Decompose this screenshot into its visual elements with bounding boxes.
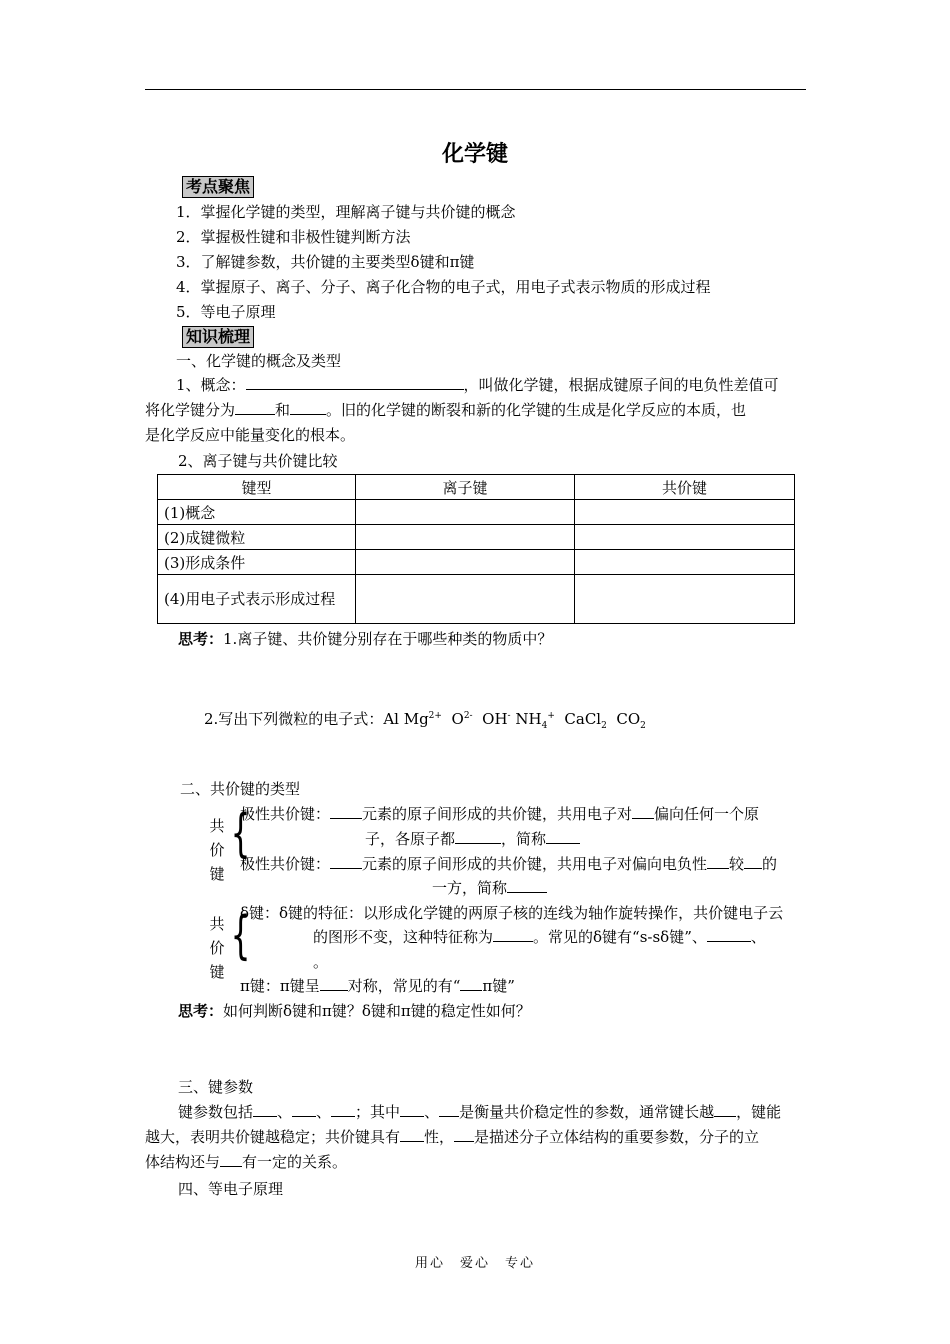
compare-heading: 2、离子键与共价键比较: [178, 452, 338, 470]
blank[interactable]: [246, 375, 464, 390]
sigma-line-3: 。: [313, 953, 329, 971]
question-text: 1.离子键、共价键分别存在于哪些种类的物质中？: [223, 630, 553, 648]
text: π键”: [482, 977, 515, 995]
text: 键参数包括: [178, 1103, 254, 1121]
table-cell[interactable]: [575, 575, 795, 624]
polar-line-2: [365, 827, 580, 851]
text: 性，: [424, 1128, 455, 1146]
concept-text: 。旧的化学键的断裂和新的化学键的生成是化学反应的本质，也: [326, 401, 747, 419]
page-title: 化学键: [441, 142, 508, 167]
text: 元素的原子间形成的共价键，共用电子对偏向电负性: [362, 855, 708, 873]
charge: 2-: [463, 711, 473, 721]
focus-list: [176, 200, 711, 325]
focus-item: 3．了解键参数，共价键的主要类型δ键和π键: [176, 253, 475, 271]
sigma-line: δ键：δ键的特征：以形成化学键的两原子核的连线为轴作旋转操作，共价键电子云: [240, 904, 784, 922]
section-knowledge-heading: 知识梳理: [182, 326, 254, 348]
focus-item: 5．等电子原理: [176, 303, 276, 321]
table-cell[interactable]: [575, 550, 795, 575]
think1-q1: [178, 628, 552, 650]
think-label: 思考：: [178, 1002, 224, 1020]
brace-label: [208, 912, 226, 984]
table-cell[interactable]: [356, 525, 575, 550]
label-char: 价: [209, 939, 225, 957]
concept-text: 是化学反应中能量变化的根本。: [145, 426, 356, 444]
row-label: (4)用电子式表示形成过程: [158, 575, 356, 624]
section-focus-heading: 考点聚焦: [182, 176, 254, 198]
text: 的图形不变，这种特征称为: [313, 928, 494, 946]
table-header: 键型: [158, 475, 356, 500]
charge: 2+: [428, 711, 442, 721]
blank[interactable]: [507, 878, 547, 893]
think2-question: [178, 1000, 531, 1022]
header-rule: [145, 89, 806, 90]
think1-q2: [204, 705, 646, 737]
blank[interactable]: [460, 976, 482, 991]
subscript: 2: [640, 721, 646, 731]
bond-params-paragraph: [145, 1100, 807, 1175]
table-row: [158, 500, 795, 525]
polar-line: [240, 802, 759, 826]
text: 体结构还与: [145, 1153, 221, 1171]
blank[interactable]: [439, 1102, 459, 1117]
blank[interactable]: [292, 1102, 316, 1117]
sigma-line-2: [313, 925, 766, 949]
subscript: 2: [601, 721, 607, 731]
blank[interactable]: [253, 1102, 277, 1117]
blank[interactable]: [330, 804, 362, 819]
label-char: 价: [209, 841, 225, 859]
text: 。常见的δ键有“s-sδ键”、: [533, 928, 707, 946]
comparison-table: [157, 474, 795, 624]
question-text: 2.写出下列微粒的电子式：Al Mg: [204, 710, 429, 728]
species: O: [451, 710, 464, 728]
text: 偏向任何一个原: [654, 805, 760, 823]
text: 、: [424, 1103, 440, 1121]
blank[interactable]: [330, 854, 362, 869]
blank[interactable]: [714, 1102, 736, 1117]
blank[interactable]: [632, 804, 654, 819]
concept-text: 将化学键分为: [145, 401, 236, 419]
blank[interactable]: [220, 1152, 242, 1167]
blank[interactable]: [707, 854, 729, 869]
blank[interactable]: [707, 927, 751, 942]
table-cell[interactable]: [575, 500, 795, 525]
text: 极性共价键：: [240, 855, 331, 873]
concept-text: 和: [275, 401, 291, 419]
row-label: (2)成键微粒: [158, 525, 356, 550]
text: 对称，常见的有“: [347, 977, 461, 995]
blank[interactable]: [493, 927, 533, 942]
nonpolar-line: [240, 852, 777, 876]
text: π键：π键呈: [240, 977, 320, 995]
species: OH: [482, 710, 508, 728]
label-char: 共: [209, 915, 225, 933]
blank[interactable]: [400, 1102, 424, 1117]
text: 、: [316, 1103, 332, 1121]
text: 、: [277, 1103, 293, 1121]
table-header-row: [158, 475, 795, 500]
label-char: 键: [209, 963, 225, 981]
concept-paragraph: [145, 373, 807, 448]
part2-heading: 二、共价键的类型: [180, 780, 301, 798]
focus-item: 4．掌握原子、离子、分子、离子化合物的电子式，用电子式表示物质的形成过程: [176, 278, 711, 296]
text: 、: [750, 928, 766, 946]
blank[interactable]: [400, 1127, 424, 1142]
think-label: 思考：: [178, 630, 224, 648]
text: 子，各原子都: [365, 830, 456, 848]
table-cell[interactable]: [356, 575, 575, 624]
text: 元素的原子间形成的共价键，共用电子对: [362, 805, 633, 823]
pi-line: [240, 974, 515, 998]
nonpolar-line-2: [432, 876, 547, 900]
concept-text: ，叫做化学键，根据成键原子间的电负性差值可: [463, 376, 779, 394]
text: 越大，表明共价键越稳定；共价键具有: [145, 1128, 401, 1146]
table-cell[interactable]: [356, 550, 575, 575]
subscript: 4: [541, 721, 548, 731]
table-row: [158, 575, 795, 624]
text: 有一定的关系。: [242, 1153, 348, 1171]
brace-icon: {: [230, 906, 251, 966]
text: 较: [729, 855, 745, 873]
blank[interactable]: [454, 1127, 474, 1142]
text: ；其中: [355, 1103, 401, 1121]
blank[interactable]: [320, 976, 348, 991]
text: ，键能: [736, 1103, 782, 1121]
blank[interactable]: [546, 829, 580, 844]
table-cell[interactable]: [356, 500, 575, 525]
blank[interactable]: [331, 1102, 355, 1117]
text: 的: [762, 855, 778, 873]
text: 极性共价键：: [240, 805, 331, 823]
concept-text: 1、概念：: [176, 376, 246, 394]
species: CaCl: [564, 710, 602, 728]
table-row: [158, 550, 795, 575]
blank[interactable]: [290, 400, 326, 415]
label-char: 共: [209, 817, 225, 835]
blank[interactable]: [744, 854, 762, 869]
blank[interactable]: [235, 400, 275, 415]
part3-heading: 三、键参数: [178, 1078, 254, 1096]
brace-icon: {: [230, 804, 251, 864]
label-char: 键: [209, 865, 225, 883]
text: 一方，简称: [432, 879, 508, 897]
blank[interactable]: [455, 829, 501, 844]
part4-heading: 四、等电子原理: [178, 1180, 284, 1198]
table-row: [158, 525, 795, 550]
text: 是衡量共价稳定性的参数，通常键长越: [459, 1103, 715, 1121]
page-footer: 用心 爱心 专心: [414, 1256, 535, 1271]
question-text: 如何判断δ键和π键？δ键和π键的稳定性如何？: [223, 1002, 531, 1020]
table-header: 共价键: [575, 475, 795, 500]
part1-heading: 一、化学键的概念及类型: [176, 352, 342, 370]
text: ，简称: [501, 830, 547, 848]
focus-item: 2．掌握极性键和非极性键判断方法: [176, 228, 411, 246]
charge: -: [507, 711, 511, 721]
charge: +: [547, 711, 555, 721]
brace-label: [208, 814, 226, 886]
row-label: (1)概念: [158, 500, 356, 525]
focus-item: 1．掌握化学键的类型，理解离子键与共价键的概念: [176, 203, 516, 221]
row-label: (3)形成条件: [158, 550, 356, 575]
species: CO: [616, 710, 641, 728]
text: 是描述分子立体结构的重要参数，分子的立: [474, 1128, 760, 1146]
species: NH: [515, 710, 542, 728]
table-cell[interactable]: [575, 525, 795, 550]
table-header: 离子键: [356, 475, 575, 500]
